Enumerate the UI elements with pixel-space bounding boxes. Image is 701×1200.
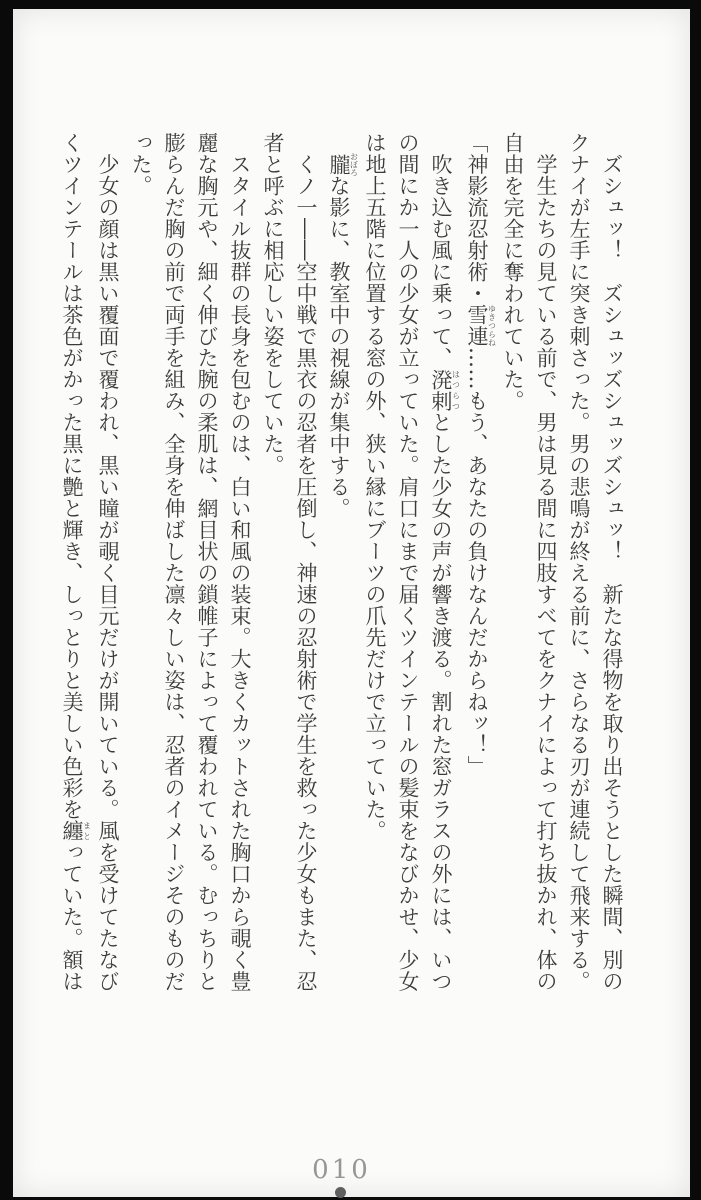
- book-page: [13, 9, 690, 1197]
- page-number: 010: [312, 1155, 371, 1185]
- footer-dot-icon: [335, 1187, 346, 1198]
- text-line: くノ一――空中戦で黒衣の忍者を圧倒し、神速の忍射術で学生を救った少女もまた、忍: [294, 132, 318, 992]
- text-line: 学生たちの見ている前で、男は見る間に四肢すべてをクナイによって打ち抜かれ、体の: [534, 132, 558, 992]
- ruby-annotated-word: 纏まと: [60, 820, 92, 842]
- text-line: ズシュッ！ ズシュッズシュッズシュッ！ 新たな得物を取り出そうとした瞬間、別の: [600, 132, 624, 992]
- ruby-annotated-word: 雪連ゆきつらね: [465, 304, 497, 347]
- text-line: クナイが左手に突き刺さった。男の悲鳴が終える前に、さらなる刃が連続して飛来する。: [567, 132, 591, 992]
- text-line: 膨らんだ胸の前で両手を組み、全身を伸ばした凛々しい姿は、忍者のイメージそのものだ: [162, 132, 186, 992]
- text-line: くツインテールは茶色がかった黒に艶と輝き、しっとりと美しい色彩を纏まとっていた。額は: [60, 132, 92, 992]
- text-line: 朧おぼろな影に、教室中の視線が集中する。: [327, 152, 359, 519]
- ruby-annotated-word: 朧おぼろ: [327, 152, 359, 177]
- text-line: 麗な胸元や、細く伸びた腕の柔肌は、網目状の鎖帷子によって覆われている。むっちりと: [195, 132, 219, 992]
- text-line: 少女の顔は黒い覆面で覆われ、黒い瞳が覗く目元だけが開いている。風を受けてたなび: [96, 132, 120, 992]
- text-line: の間にか一人の少女が立っていた。肩口にまで届くツインテールの髪束をなびかせ、少女: [396, 132, 420, 992]
- text-line: は地上五階に位置する窓の外、狭い縁にブーツの爪先だけで立っていた。: [363, 132, 387, 842]
- text-line: った。: [129, 132, 153, 197]
- text-line: 「神影流忍射術・雪連ゆきつらね……もう、あなたの負けなんだからねッ！」: [465, 132, 497, 777]
- text-line: 自由を完全に奪われていた。: [501, 132, 525, 412]
- text-line: 吹き込む風に乗って、溌剌はつらつとした少女の声が響き渡る。割れた窓ガラスの外には、いつ: [429, 132, 461, 992]
- ruby-annotated-word: 溌剌はつらつ: [429, 368, 461, 412]
- body-text: [55, 132, 628, 1037]
- text-line: 者と呼ぶに相応しい姿をしていた。: [261, 132, 285, 476]
- text-line: スタイル抜群の長身を包むのは、白い和風の装束。大きくカットされた胸口から覗く豊: [228, 132, 252, 992]
